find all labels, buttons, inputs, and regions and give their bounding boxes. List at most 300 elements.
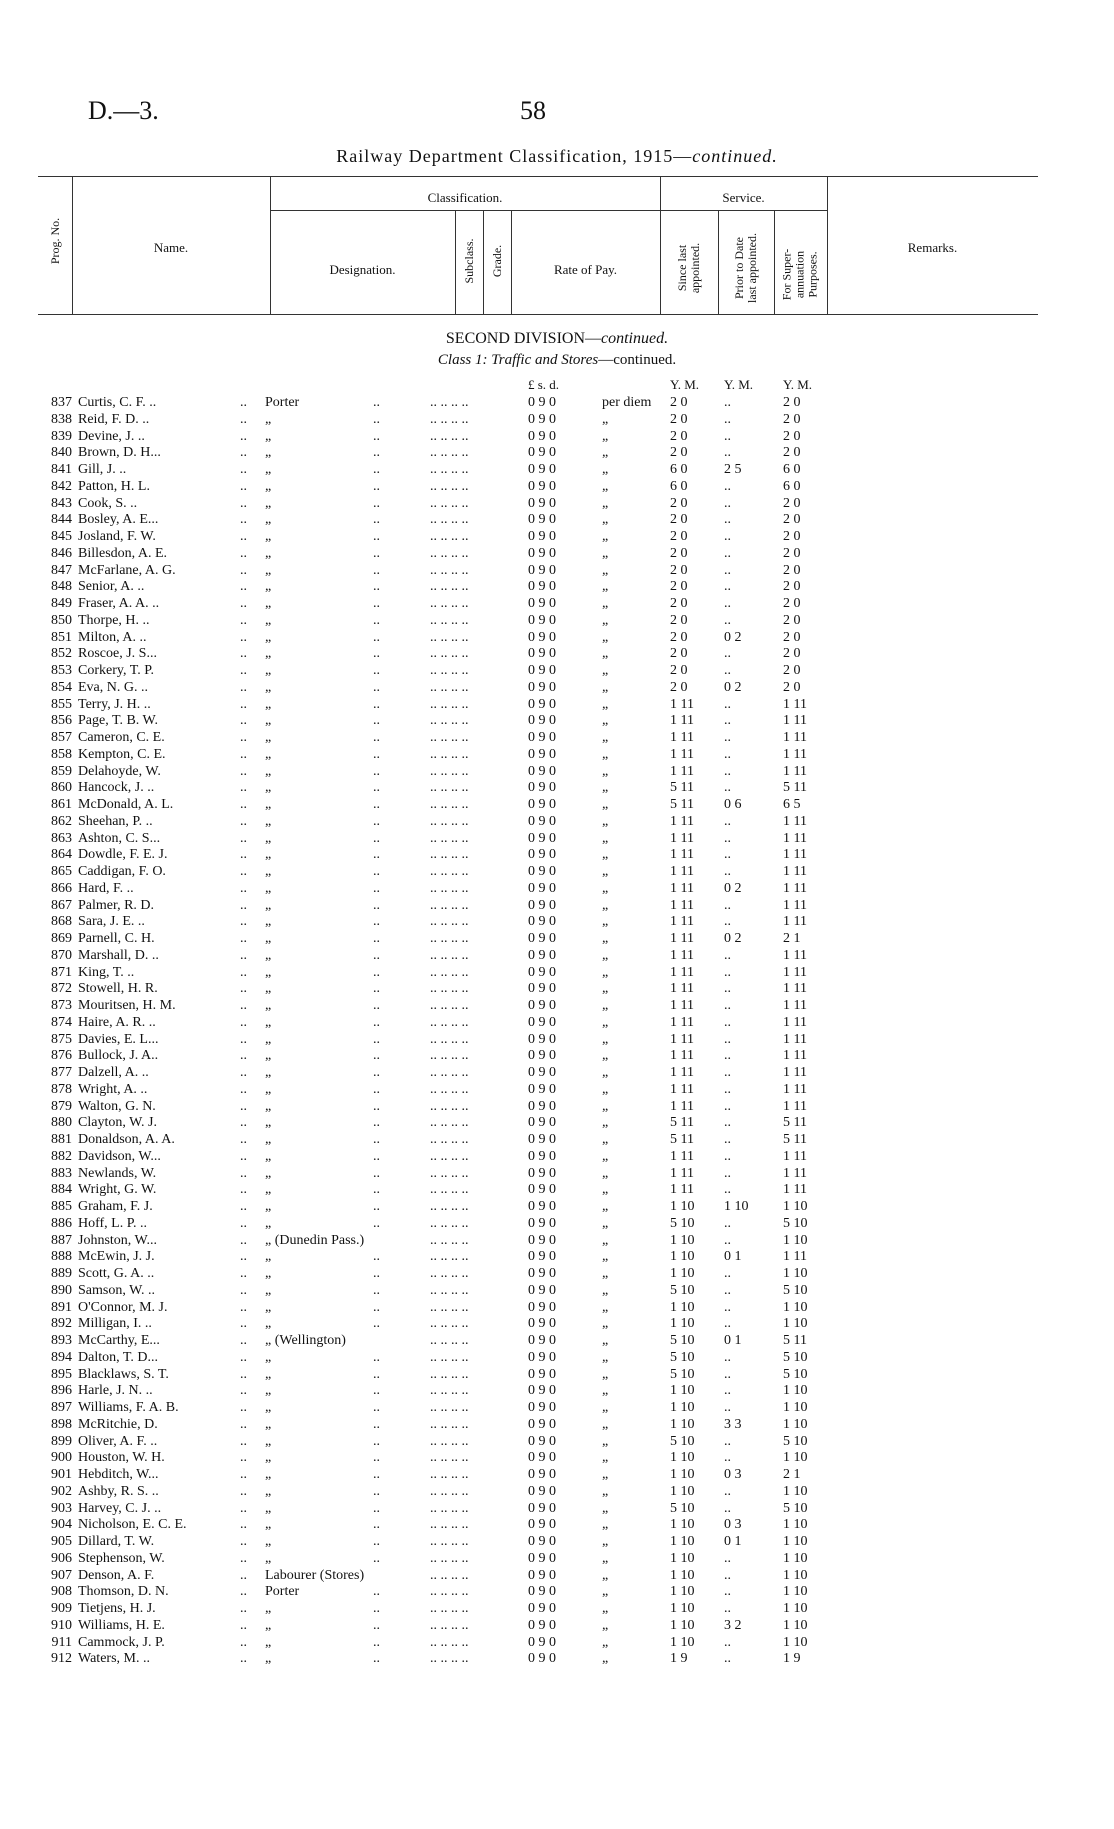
leader-dots: .. .. .. ..: [430, 998, 469, 1013]
service-superannuation: 5 10: [783, 1500, 808, 1516]
employee-name: Hancock, J. ..: [78, 780, 155, 796]
service-since-last: 1 10: [670, 1584, 695, 1600]
service-superannuation: 1 11: [783, 947, 807, 963]
leader-dots: ..: [240, 847, 247, 863]
table-row: [0, 1132, 1114, 1149]
rate-of-pay: 0 9 0: [528, 529, 556, 544]
designation: „: [265, 1617, 272, 1633]
service-since-last: 2 0: [670, 428, 688, 444]
leader-dots: ..: [373, 1383, 380, 1399]
service-prior: 3 3: [724, 1416, 742, 1432]
leader-dots: ..: [373, 1199, 380, 1214]
rate-of-pay: 0 9 0: [528, 395, 556, 410]
pay-unit: „: [602, 964, 609, 980]
employee-name: Patton, H. L.: [78, 478, 150, 494]
service-superannuation: 1 11: [783, 914, 807, 930]
designation: „: [265, 1550, 272, 1566]
service-since-last: 1 10: [670, 1467, 695, 1482]
service-since-last: 1 11: [670, 998, 694, 1013]
service-superannuation: 2 1: [783, 1467, 801, 1482]
rate-of-pay: 0 9 0: [528, 897, 556, 913]
prog-no: 890: [51, 1282, 72, 1298]
prog-no: 869: [51, 931, 72, 946]
designation: „ (Wellington): [265, 1333, 346, 1348]
service-prior: ..: [724, 545, 731, 561]
table-row: [0, 546, 1114, 563]
leader-dots: ..: [373, 1014, 380, 1030]
designation: „: [265, 1601, 272, 1616]
leader-dots: .. .. .. ..: [430, 964, 469, 980]
designation: „ (Dunedin Pass.): [265, 1232, 365, 1248]
employee-name: Scott, G. A. ..: [78, 1266, 155, 1281]
service-since-last: 5 10: [670, 1500, 695, 1516]
leader-dots: ..: [373, 1249, 380, 1265]
leader-dots: ..: [373, 864, 380, 879]
employee-name: Oliver, A. F. ..: [78, 1433, 158, 1449]
pay-unit: „: [602, 1584, 609, 1600]
prog-no-header: Prog. No.: [48, 217, 62, 265]
table-row: [0, 1551, 1114, 1568]
leader-dots: .. .. .. ..: [430, 931, 469, 946]
leader-dots: ..: [240, 1182, 247, 1198]
service-superannuation: 2 0: [783, 512, 801, 528]
service-prior: ..: [724, 830, 731, 846]
service-prior: ..: [724, 1031, 731, 1047]
leader-dots: ..: [240, 1199, 247, 1214]
prog-no: 875: [51, 1031, 72, 1047]
service-superannuation: 2 0: [783, 529, 801, 544]
leader-dots: ..: [373, 1534, 380, 1549]
page-number: 58: [520, 96, 546, 125]
prog-no: 853: [51, 663, 72, 678]
service-prior: ..: [724, 529, 731, 544]
service-since-last: 1 10: [670, 1517, 695, 1533]
designation: „: [265, 1500, 272, 1516]
leader-dots: .. .. .. ..: [430, 696, 469, 712]
pay-unit: „: [602, 1467, 609, 1482]
service-superannuation: 1 11: [783, 730, 807, 745]
leader-dots: .. .. .. ..: [430, 1500, 469, 1516]
employee-name: Waters, M. ..: [78, 1651, 150, 1667]
rate-of-pay: 0 9 0: [528, 1400, 556, 1415]
rate-of-pay: 0 9 0: [528, 1450, 556, 1466]
rate-of-pay: 0 9 0: [528, 445, 556, 461]
leader-dots: .. .. .. ..: [430, 529, 469, 544]
leader-dots: .. .. .. ..: [430, 1014, 469, 1030]
pay-unit: „: [602, 713, 609, 729]
rate-of-pay: 0 9 0: [528, 763, 556, 779]
service-prior: ..: [724, 1500, 731, 1516]
rate-of-pay: 0 9 0: [528, 495, 556, 511]
service-superannuation: 1 11: [783, 1065, 807, 1080]
service-since-last: 1 11: [670, 847, 694, 863]
rate-of-pay: 0 9 0: [528, 1416, 556, 1432]
employee-name: Senior, A. ..: [78, 579, 145, 595]
designation: Labourer (Stores): [265, 1567, 365, 1583]
leader-dots: .. .. .. ..: [430, 478, 469, 494]
employee-name: Cammock, J. P.: [78, 1634, 165, 1650]
leader-dots: ..: [240, 663, 247, 678]
service-prior: ..: [724, 663, 731, 678]
employee-name: Gill, J. ..: [78, 462, 127, 477]
designation: „: [265, 1098, 272, 1114]
designation: „: [265, 1065, 272, 1080]
leader-dots: ..: [373, 1634, 380, 1650]
leader-dots: ..: [373, 1266, 380, 1281]
service-superannuation: 5 11: [783, 1115, 807, 1131]
service-since-last: 1 11: [670, 864, 694, 879]
pay-unit: „: [602, 797, 609, 812]
leader-dots: ..: [240, 579, 247, 595]
pay-unit: „: [602, 880, 609, 896]
service-superannuation: 1 10: [783, 1199, 808, 1214]
rate-of-pay: 0 9 0: [528, 1349, 556, 1365]
service-prior: ..: [724, 1165, 731, 1181]
rate-of-pay: 0 9 0: [528, 964, 556, 980]
leader-dots: .. .. .. ..: [430, 1215, 469, 1231]
service-superannuation: 2 0: [783, 545, 801, 561]
service-superannuation: 2 0: [783, 562, 801, 578]
service-since-last: 1 10: [670, 1400, 695, 1415]
rate-of-pay: 0 9 0: [528, 1031, 556, 1047]
table-row: [0, 596, 1114, 613]
leader-dots: .. .. .. ..: [430, 1249, 469, 1265]
prog-no: 885: [51, 1199, 72, 1214]
service-since-last: 5 10: [670, 1433, 695, 1449]
service-prior: ..: [724, 780, 731, 796]
table-row: [0, 1484, 1114, 1501]
rate-of-pay: 0 9 0: [528, 746, 556, 762]
rate-of-pay: 0 9 0: [528, 830, 556, 846]
leader-dots: ..: [240, 1550, 247, 1566]
leader-dots: ..: [373, 1517, 380, 1533]
service-prior: ..: [724, 1182, 731, 1198]
service-since-last: 1 11: [670, 1031, 694, 1047]
designation-header: Designation.: [329, 262, 396, 277]
leader-dots: ..: [373, 880, 380, 896]
leader-dots: .. .. .. ..: [430, 1550, 469, 1566]
service-since-last: 1 11: [670, 1165, 694, 1181]
pay-unit: „: [602, 1634, 609, 1650]
employee-name: Terry, J. H. ..: [78, 696, 151, 712]
leader-dots: ..: [373, 629, 380, 645]
designation: „: [265, 1349, 272, 1365]
employee-name: McCarthy, E...: [78, 1333, 160, 1348]
service-superannuation: 1 10: [783, 1299, 808, 1315]
service-prior: ..: [724, 1567, 731, 1583]
rate-of-pay: 0 9 0: [528, 679, 556, 695]
leader-dots: ..: [240, 1584, 247, 1600]
employee-name: McRitchie, D.: [78, 1416, 158, 1432]
designation: „: [265, 1634, 272, 1650]
service-superannuation: 1 10: [783, 1567, 808, 1583]
service-since-last: 5 11: [670, 797, 694, 812]
leader-dots: .. .. .. ..: [430, 713, 469, 729]
table-row: [0, 1300, 1114, 1317]
leader-dots: .. .. .. ..: [430, 579, 469, 595]
table-row: [0, 1032, 1114, 1049]
leader-dots: ..: [373, 1065, 380, 1080]
table-row: [0, 1434, 1114, 1451]
service-since-last: 1 11: [670, 1148, 694, 1164]
rate-of-pay: 0 9 0: [528, 1584, 556, 1600]
col-divider: [774, 210, 775, 314]
prog-no: 867: [51, 897, 72, 913]
leader-dots: ..: [240, 1065, 247, 1080]
service-since-last: 5 11: [670, 1132, 694, 1147]
leader-dots: ..: [373, 395, 380, 410]
rate-of-pay: 0 9 0: [528, 579, 556, 595]
prog-no: 871: [51, 964, 72, 980]
service-prior: ..: [724, 914, 731, 930]
table-row: [0, 764, 1114, 781]
service-since-last: 1 10: [670, 1450, 695, 1466]
prog-no: 872: [51, 981, 72, 997]
table-row: [0, 496, 1114, 513]
prog-no: 889: [51, 1266, 72, 1281]
employee-name: Tietjens, H. J.: [78, 1601, 156, 1616]
leader-dots: .. .. .. ..: [430, 1483, 469, 1499]
service-prior: 0 6: [724, 797, 742, 812]
service-prior: ..: [724, 1450, 731, 1466]
leader-dots: .. .. .. ..: [430, 1316, 469, 1332]
service-since-last: 1 11: [670, 914, 694, 930]
service-since-last: 2 0: [670, 495, 688, 511]
service-superannuation: 1 10: [783, 1232, 808, 1248]
designation: „: [265, 713, 272, 729]
employee-name: McDonald, A. L.: [78, 797, 174, 812]
employee-name: Hard, F. ..: [78, 880, 134, 896]
service-since-last: 2 0: [670, 395, 688, 410]
pay-unit: „: [602, 1182, 609, 1198]
leader-dots: ..: [373, 813, 380, 829]
service-superannuation: 2 0: [783, 395, 801, 410]
leader-dots: .. .. .. ..: [430, 612, 469, 628]
designation: „: [265, 1031, 272, 1047]
employee-name: Cameron, C. E.: [78, 730, 165, 745]
service-superannuation: 1 10: [783, 1483, 808, 1499]
rate-of-pay: 0 9 0: [528, 813, 556, 829]
service-prior: ..: [724, 864, 731, 879]
service-since-last: 1 11: [670, 746, 694, 762]
leader-dots: ..: [240, 545, 247, 561]
leader-dots: ..: [373, 663, 380, 678]
pay-unit: „: [602, 1333, 609, 1348]
service-superannuation: 5 11: [783, 780, 807, 796]
employee-name: Donaldson, A. A.: [78, 1132, 175, 1147]
table-row: [0, 1015, 1114, 1032]
service-superannuation: 1 10: [783, 1316, 808, 1332]
service-since-last: 1 11: [670, 1081, 694, 1097]
prog-no: 900: [51, 1450, 72, 1466]
designation: „: [265, 495, 272, 511]
leader-dots: .. .. .. ..: [430, 545, 469, 561]
prog-no: 864: [51, 847, 72, 863]
rate-of-pay: 0 9 0: [528, 411, 556, 427]
rate-of-pay: 0 9 0: [528, 663, 556, 678]
employee-name: O'Connor, M. J.: [78, 1299, 168, 1315]
prog-no: 865: [51, 864, 72, 879]
service-prior: ..: [724, 964, 731, 980]
service-since-last: 5 11: [670, 1115, 694, 1131]
leader-dots: .. .. .. ..: [430, 1065, 469, 1080]
rate-of-pay: 0 9 0: [528, 562, 556, 578]
service-since-last: 2 0: [670, 612, 688, 628]
leader-dots: .. .. .. ..: [430, 1132, 469, 1147]
rate-of-pay: 0 9 0: [528, 1065, 556, 1080]
leader-dots: ..: [373, 1098, 380, 1114]
leader-dots: ..: [240, 1500, 247, 1516]
service-prior: ..: [724, 1014, 731, 1030]
service-prior: ..: [724, 1584, 731, 1600]
leader-dots: .. .. .. ..: [430, 947, 469, 963]
classification-header: Classification.: [427, 190, 503, 205]
table-row: [0, 1417, 1114, 1434]
service-prior: 0 1: [724, 1333, 742, 1348]
service-prior: ..: [724, 1215, 731, 1231]
pay-unit: „: [602, 1132, 609, 1147]
service-superannuation: 1 10: [783, 1584, 808, 1600]
rate-of-pay: 0 9 0: [528, 730, 556, 745]
employee-name: Caddigan, F. O.: [78, 864, 166, 879]
leader-dots: ..: [373, 679, 380, 695]
service-prior: ..: [724, 730, 731, 745]
leader-dots: .. .. .. ..: [430, 1450, 469, 1466]
service-superannuation: 1 11: [783, 763, 807, 779]
pay-unit: „: [602, 1450, 609, 1466]
rate-of-pay: 0 9 0: [528, 713, 556, 729]
service-superannuation: 2 1: [783, 931, 801, 946]
prog-no: 896: [51, 1383, 72, 1399]
table-row: [0, 713, 1114, 730]
leader-dots: ..: [373, 981, 380, 997]
service-since-last: 2 0: [670, 562, 688, 578]
table-row: [0, 780, 1114, 797]
service-since-last: 1 10: [670, 1299, 695, 1315]
service-since-last: 2 0: [670, 646, 688, 662]
employee-name: Denson, A. F.: [78, 1567, 155, 1583]
employee-name: King, T. ..: [78, 964, 135, 980]
service-since-last: 5 10: [670, 1282, 695, 1298]
leader-dots: ..: [240, 596, 247, 611]
leader-dots: ..: [373, 495, 380, 511]
leader-dots: ..: [240, 1249, 247, 1265]
service-since-last: 1 11: [670, 880, 694, 896]
designation: „: [265, 462, 272, 477]
service-superannuation: 2 0: [783, 428, 801, 444]
leader-dots: ..: [240, 880, 247, 896]
leader-dots: ..: [373, 579, 380, 595]
rate-of-pay: 0 9 0: [528, 880, 556, 896]
service-superannuation: 1 11: [783, 1165, 807, 1181]
pay-unit: „: [602, 1601, 609, 1616]
prior-to-header: Prior to Date last appointed.: [732, 233, 759, 303]
prog-no: 902: [51, 1483, 72, 1499]
pay-unit: per diem: [602, 395, 652, 410]
designation: „: [265, 1215, 272, 1231]
table-row: [0, 1199, 1114, 1216]
service-prior: ..: [724, 562, 731, 578]
rate-of-pay: 0 9 0: [528, 1098, 556, 1114]
rate-of-pay: 0 9 0: [528, 612, 556, 628]
leader-dots: ..: [373, 1048, 380, 1064]
service-prior: ..: [724, 1148, 731, 1164]
employee-name: Davidson, W...: [78, 1148, 161, 1164]
leader-dots: .. .. .. ..: [430, 679, 469, 695]
leader-dots: .. .. .. ..: [430, 1584, 469, 1600]
leader-dots: ..: [240, 495, 247, 511]
leader-dots: ..: [373, 478, 380, 494]
employee-name: McEwin, J. J.: [78, 1249, 155, 1265]
pay-unit: „: [602, 830, 609, 846]
grade-header: Grade.: [490, 244, 504, 278]
service-since-last: 1 11: [670, 713, 694, 729]
leader-dots: ..: [373, 1433, 380, 1449]
pay-unit: „: [602, 1316, 609, 1332]
leader-dots: .. .. .. ..: [430, 1266, 469, 1281]
designation: „: [265, 797, 272, 812]
employee-name: Cook, S. ..: [78, 495, 138, 511]
leader-dots: ..: [240, 696, 247, 712]
prog-no: 884: [51, 1182, 72, 1198]
service-prior: ..: [724, 713, 731, 729]
leader-dots: ..: [373, 964, 380, 980]
designation: „: [265, 1199, 272, 1214]
pay-unit: „: [602, 897, 609, 913]
document-reference: D.—3.: [88, 96, 159, 125]
table-row: [0, 429, 1114, 446]
service-prior: ..: [724, 1366, 731, 1382]
table-row: [0, 1266, 1114, 1283]
leader-dots: .. .. .. ..: [430, 629, 469, 645]
service-since-last: 5 11: [670, 780, 694, 796]
employee-name: Nicholson, E. C. E.: [78, 1517, 187, 1533]
rate-of-pay: 0 9 0: [528, 646, 556, 662]
service-since-last: 2 0: [670, 596, 688, 611]
designation: „: [265, 1115, 272, 1131]
pay-unit: „: [602, 1148, 609, 1164]
pay-unit: „: [602, 780, 609, 796]
service-since-last: 2 0: [670, 411, 688, 427]
employee-name: Reid, F. D. ..: [78, 411, 150, 427]
table-row: [0, 1216, 1114, 1233]
service-superannuation: 2 0: [783, 579, 801, 595]
leader-dots: .. .. .. ..: [430, 1165, 469, 1181]
leader-dots: .. .. .. ..: [430, 830, 469, 846]
header-top-rule: [38, 176, 1038, 177]
employee-name: Harle, J. N. ..: [78, 1383, 153, 1399]
leader-dots: ..: [373, 1550, 380, 1566]
prog-no: 909: [51, 1601, 72, 1616]
service-superannuation: 1 10: [783, 1601, 808, 1616]
rate-of-pay: 0 9 0: [528, 1534, 556, 1549]
pay-unit: „: [602, 1617, 609, 1633]
service-superannuation: 2 0: [783, 663, 801, 678]
leader-dots: ..: [240, 1081, 247, 1097]
service-prior: ..: [724, 1383, 731, 1399]
table-row: [0, 563, 1114, 580]
employee-name: Sheehan, P. ..: [78, 813, 153, 829]
service-superannuation: 2 0: [783, 596, 801, 611]
designation: Porter: [265, 1584, 300, 1600]
leader-dots: .. .. .. ..: [430, 445, 469, 461]
table-row: [0, 663, 1114, 680]
service-since-last: 1 10: [670, 1601, 695, 1616]
designation: „: [265, 981, 272, 997]
table-row: [0, 1467, 1114, 1484]
table-row: [0, 1367, 1114, 1384]
employee-name: Curtis, C. F. ..: [78, 395, 157, 410]
